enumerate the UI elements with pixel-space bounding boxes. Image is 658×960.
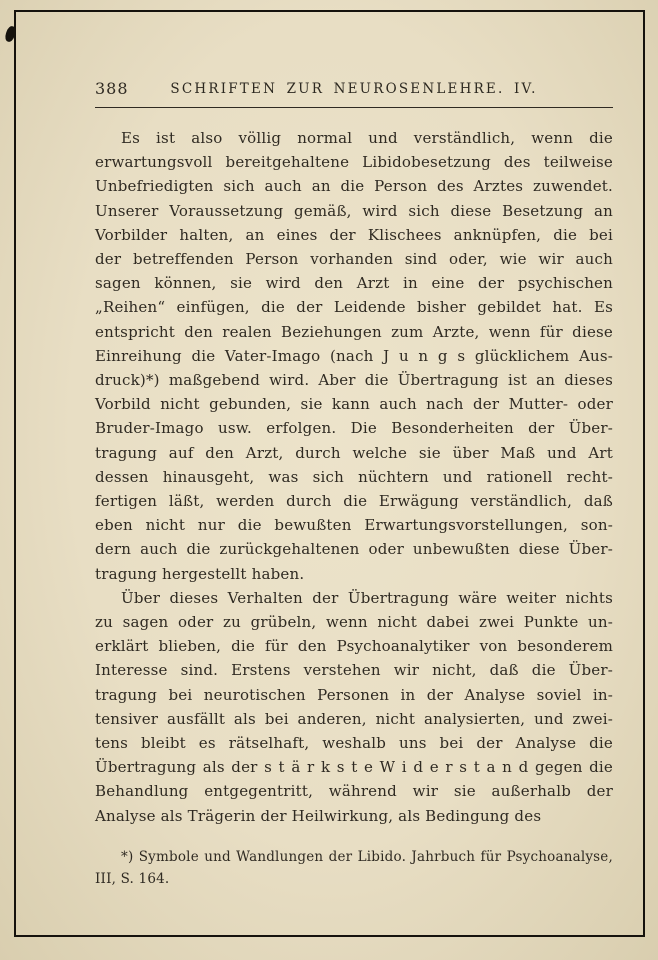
page-number: 388: [95, 79, 129, 98]
text-line: Behandlung entgegentritt, während wir sie außerhalb der: [95, 782, 613, 801]
header-rule: [95, 107, 613, 108]
text-line: dern auch die zurückgehaltenen oder unbewußten diese Über-: [95, 540, 613, 559]
text-line: Es ist also völlig normal und verständlich, wenn die: [121, 129, 613, 147]
text-line: entspricht den realen Beziehungen zum Arzte, wenn für diese: [95, 322, 613, 341]
text-line: Analyse als Trägerin der Heilwirkung, als Bedingung des: [95, 806, 542, 825]
text-line: der betreffenden Person vorhanden sind oder, wie wir auch: [95, 250, 613, 269]
page-content: [95, 78, 613, 890]
text-line: *) Symbole und Wandlungen der Libido. Jahrbuch für Psychoanalyse,: [121, 848, 613, 865]
text-line: tensiver ausfällt als bei anderen, nicht analysierten, und zwei-: [95, 709, 613, 728]
text-line: tens bleibt es rätselhaft, weshalb uns bei der Analyse die: [95, 734, 613, 753]
text-line: Übertragung als der s t ä r k s t e W i d e r s t a n d gegen die: [95, 758, 613, 777]
body-text: [95, 126, 613, 828]
scan-blemish: [4, 25, 18, 43]
text-line: eben nicht nur die bewußten Erwartungsvorstellungen, son-: [95, 516, 613, 535]
page-header: [95, 78, 613, 98]
text-line: sagen können, sie wird den Arzt in eine der psychischen: [95, 274, 613, 293]
text-line: Über dieses Verhalten der Übertragung wäre weiter nichts: [121, 588, 613, 607]
text-line: Unbefriedigten sich auch an die Person des Arztes zuwendet.: [95, 177, 613, 196]
running-title: SCHRIFTEN ZUR NEUROSENLEHRE. IV.: [170, 81, 538, 97]
text-line: „Reihen“ einfügen, die der Leidende bisher gebildet hat. Es: [95, 298, 613, 317]
text-line: III, S. 164.: [95, 870, 170, 887]
text-line: zu sagen oder zu grübeln, wenn nicht dabei zwei Punkte un-: [95, 613, 613, 632]
text-line: tragung bei neurotischen Personen in der Analyse soviel in-: [95, 685, 613, 704]
paragraph-2: [95, 586, 613, 828]
text-line: tragung auf den Arzt, durch welche sie über Maß und Art: [95, 443, 613, 462]
paragraph-1: [95, 126, 613, 586]
text-line: erklärt blieben, die für den Psychoanalytiker von besonderem: [95, 637, 613, 656]
text-line: dessen hinausgeht, was sich nüchtern und rationell recht-: [95, 467, 613, 486]
text-line: erwartungsvoll bereitgehaltene Libidobesetzung des teilweise: [95, 153, 613, 172]
text-line: Einreihung die Vater-Imago (nach J u n g s glücklichem Aus-: [95, 346, 613, 365]
text-line: Vorbilder halten, an eines der Klischees anknüpfen, die bei: [95, 225, 613, 244]
text-line: druck)*) maßgebend wird. Aber die Übertragung ist an dieses: [95, 371, 613, 390]
text-line: Bruder-Imago usw. erfolgen. Die Besonderheiten der Über-: [95, 419, 613, 438]
text-line: Interesse sind. Erstens verstehen wir nicht, daß die Über-: [95, 661, 613, 680]
text-line: fertigen läßt, werden durch die Erwägung verständlich, daß: [95, 492, 613, 511]
text-line: tragung hergestellt haben.: [95, 564, 305, 583]
footnote: [95, 846, 613, 890]
text-line: Unserer Voraussetzung gemäß, wird sich diese Besetzung an: [95, 201, 613, 220]
text-line: Vorbild nicht gebunden, sie kann auch nach der Mutter- oder: [95, 395, 613, 414]
